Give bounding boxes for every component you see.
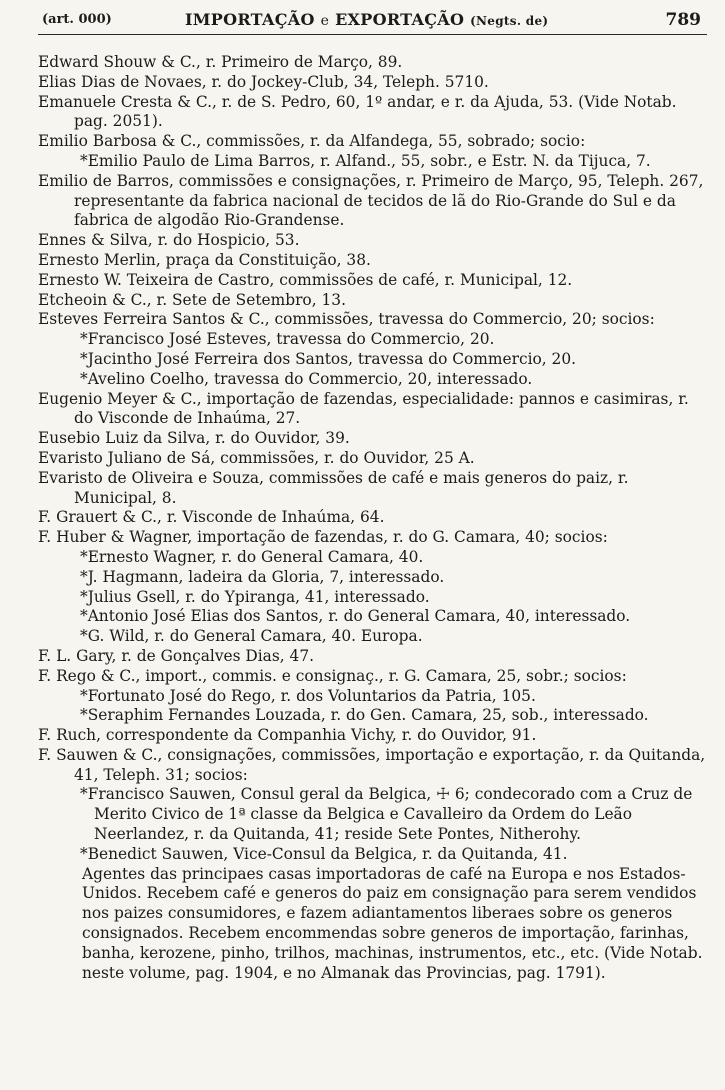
title-part-b: EXPORTAÇÃO: [335, 10, 465, 29]
directory-entry: Emanuele Cresta & C., r. de S. Pedro, 60, 1º andar, e r. da Ajuda, 53. (Vide Notab. pag. 2051).: [38, 92, 677, 131]
directory-entry: Etcheoin & C., r. Sete de Setembro, 13.: [38, 290, 346, 309]
directory-entry: F. Grauert & C., r. Visconde de Inhaúma, 64.: [38, 508, 385, 527]
directory-entry: Emilio de Barros, commissões e consignações, r. Primeiro de Março, 95, Teleph. 267, representante da fabrica nacional de tecidos de lã do Rio-Grande do Sul e da fabrica de algodão Rio-Grandense.: [38, 171, 704, 230]
partner-entry: *J. Hagmann, ladeira da Gloria, 7, interessado.: [80, 567, 445, 586]
partner-entry: *Fortunato José do Rego, r. dos Voluntarios da Patria, 105.: [80, 686, 536, 705]
directory-entry: Eugenio Meyer & C., importação de fazendas, especialidade: pannos e casimiras, r. do Visconde de Inhaúma, 27.: [38, 389, 689, 428]
partner-entry: *Ernesto Wagner, r. do General Camara, 40.: [80, 547, 424, 566]
title-conjunction: e: [320, 13, 330, 29]
page-header: [38, 8, 707, 35]
directory-entry: F. Ruch, correspondente da Companhia Vichy, r. do Ouvidor, 91.: [38, 726, 537, 745]
directory-entry: Evaristo de Oliveira e Souza, commissões de café e mais generos do paiz, r. Municipal, 8.: [38, 468, 629, 507]
directory-entry: Eusebio Luiz da Silva, r. do Ouvidor, 39.: [38, 429, 350, 448]
partner-entry: *Benedict Sauwen, Vice-Consul da Belgica, r. da Quitanda, 41.: [80, 844, 568, 863]
partner-entry: *Seraphim Fernandes Louzada, r. do Gen. Camara, 25, sob., interessado.: [80, 706, 649, 725]
directory-entry: Emilio Barbosa & C., commissões, r. da Alfandega, 55, sobrado; socio:: [38, 132, 586, 151]
directory-entry: F. L. Gary, r. de Gonçalves Dias, 47.: [38, 646, 315, 665]
title-part-c: (Negts. de): [470, 14, 549, 28]
entries-list: [38, 53, 707, 983]
directory-entry: F. Sauwen & C., consignações, commissões, importação e exportação, r. da Quitanda, 41, Teleph. 31; socios:: [38, 745, 706, 784]
title-part-a: IMPORTAÇÃO: [185, 10, 315, 29]
article-ref: (art. 000): [42, 12, 112, 27]
directory-entry: F. Huber & Wagner, importação de fazendas, r. do G. Camara, 40; socios:: [38, 528, 608, 547]
partner-entry: *Francisco Sauwen, Consul geral da Belgica, ☩ 6; condecorado com a Cruz de Merito Civico de 1ª classe da Belgica e Cavalleiro da Ordem do Leão Neerlandez, r. da Quitanda, 41; reside Sete Pontes, Nitherohy.: [80, 785, 693, 844]
partner-entry: *G. Wild, r. do General Camara, 40. Europa.: [80, 627, 423, 646]
page-number: 789: [665, 10, 701, 30]
directory-entry: F. Rego & C., import., commis. e consignaç., r. G. Camara, 25, sobr.; socios:: [38, 666, 627, 685]
partner-entry: *Avelino Coelho, travessa do Commercio, 20, interessado.: [80, 369, 533, 388]
page-title: [185, 10, 548, 29]
directory-entry: Elias Dias de Novaes, r. do Jockey-Club, 34, Teleph. 5710.: [38, 72, 489, 91]
directory-entry: Esteves Ferreira Santos & C., commissões, travessa do Commercio, 20; socios:: [38, 310, 655, 329]
partner-entry: *Antonio José Elias dos Santos, r. do General Camara, 40, interessado.: [80, 607, 631, 626]
directory-entry: Ernesto W. Teixeira de Castro, commissões de café, r. Municipal, 12.: [38, 270, 573, 289]
partner-entry: *Jacintho José Ferreira dos Santos, travessa do Commercio, 20.: [80, 349, 577, 368]
directory-entry: Ernesto Merlin, praça da Constituição, 38.: [38, 250, 371, 269]
partner-entry: *Emilio Paulo de Lima Barros, r. Alfand., 55, sobr., e Estr. N. da Tijuca, 7.: [80, 151, 651, 170]
partner-entry: *Julius Gsell, r. do Ypiranga, 41, interessado.: [80, 587, 430, 606]
directory-entry: Evaristo Juliano de Sá, commissões, r. do Ouvidor, 25 A.: [38, 448, 475, 467]
directory-entry: Ennes & Silva, r. do Hospicio, 53.: [38, 231, 300, 250]
partner-entry: *Francisco José Esteves, travessa do Commercio, 20.: [80, 330, 495, 349]
entry-note: Agentes das principaes casas importadoras de café na Europa e nos Estados-Unidos. Recebem café e generos do paiz em consignação para serem vendidos nos paizes consumidores, e fazem adiantamentos liberaes sobre os generos consignados. Recebem encommendas sobre generos de importação, farinhas, banha, kerozene, pinho, trilhos, machinas, instrumentos, etc., etc. (Vide Notab. neste volume, pag. 1904, e no Almanak das Provincias, pag. 1791).: [82, 864, 703, 982]
directory-entry: Edward Shouw & C., r. Primeiro de Março, 89.: [38, 53, 403, 71]
